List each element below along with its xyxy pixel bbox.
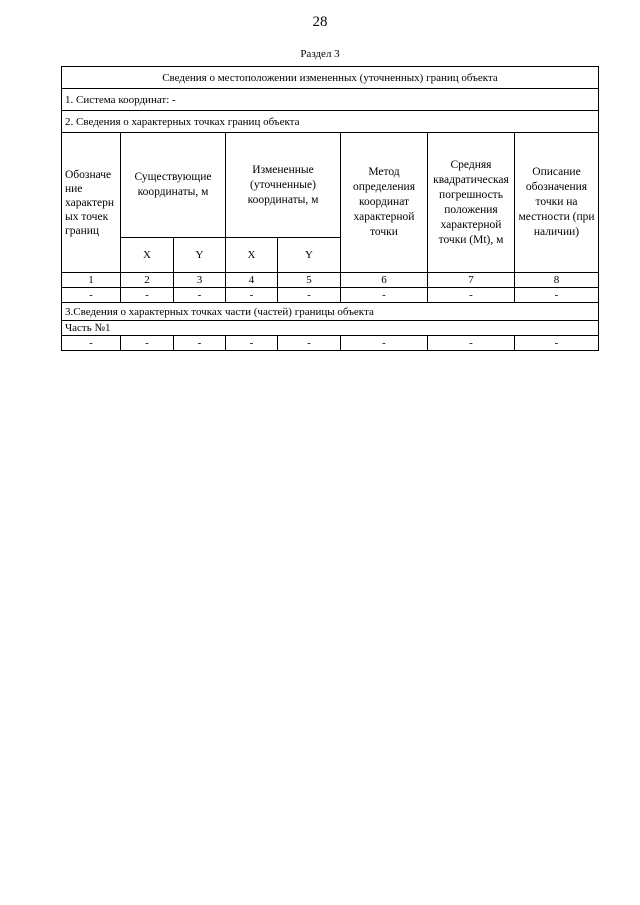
table-cell: - <box>278 336 341 351</box>
part-section-title: 3.Сведения о характерных точках части (частей) границы объекта <box>62 303 599 321</box>
table-cell: - <box>428 288 515 303</box>
table-cell: - <box>174 288 226 303</box>
column-number: 1 <box>62 273 121 288</box>
subheader-changed-x: X <box>226 238 278 273</box>
char-points-title: 2. Сведения о характерных точках границ объекта <box>62 111 599 133</box>
table-cell: - <box>515 336 599 351</box>
table-cell: - <box>121 288 174 303</box>
table-cell: - <box>174 336 226 351</box>
header-mean-error: Средняя квадратическая погрешность положения характерной точки (Mt), м <box>428 133 515 273</box>
table-cell: - <box>428 336 515 351</box>
column-number: 3 <box>174 273 226 288</box>
column-number: 6 <box>341 273 428 288</box>
table-cell: - <box>515 288 599 303</box>
table-cell: - <box>226 336 278 351</box>
header-existing-coords: Существующие координаты, м <box>121 133 226 238</box>
page-number: 28 <box>312 14 328 30</box>
boundary-table <box>61 66 599 351</box>
table-cell: - <box>121 336 174 351</box>
table-cell: - <box>341 336 428 351</box>
header-method: Метод определения координат характерной точки <box>341 133 428 273</box>
header-designation <box>62 133 121 273</box>
subheader-changed-y: Y <box>278 238 341 273</box>
column-number: 7 <box>428 273 515 288</box>
table-row <box>62 336 599 351</box>
subheader-existing-y: Y <box>174 238 226 273</box>
header-designation-line: границ <box>65 224 100 237</box>
column-numbers-row <box>62 273 599 288</box>
header-designation-line: характерн <box>65 196 115 209</box>
table-cell: - <box>226 288 278 303</box>
header-designation-line: ых точек <box>65 210 109 223</box>
table-cell: - <box>62 288 121 303</box>
table-cell: - <box>341 288 428 303</box>
table-cell: - <box>62 336 121 351</box>
header-changed-coords: Измененные (уточненные) координаты, м <box>226 133 341 238</box>
header-designation-line: Обозначе <box>65 168 112 181</box>
column-number: 2 <box>121 273 174 288</box>
table-cell: - <box>278 288 341 303</box>
table-row <box>62 288 599 303</box>
column-number: 5 <box>278 273 341 288</box>
section-title: Раздел 3 <box>300 48 340 60</box>
table-title: Сведения о местоположении измененных (уточненных) границ объекта <box>62 67 599 89</box>
column-number: 4 <box>226 273 278 288</box>
part-label: Часть №1 <box>62 321 599 336</box>
coord-system: 1. Система координат: - <box>62 89 599 111</box>
column-number: 8 <box>515 273 599 288</box>
subheader-existing-x: X <box>121 238 174 273</box>
header-description: Описание обозначения точки на местности (при наличии) <box>515 133 599 273</box>
header-designation-line: ние <box>65 182 83 195</box>
